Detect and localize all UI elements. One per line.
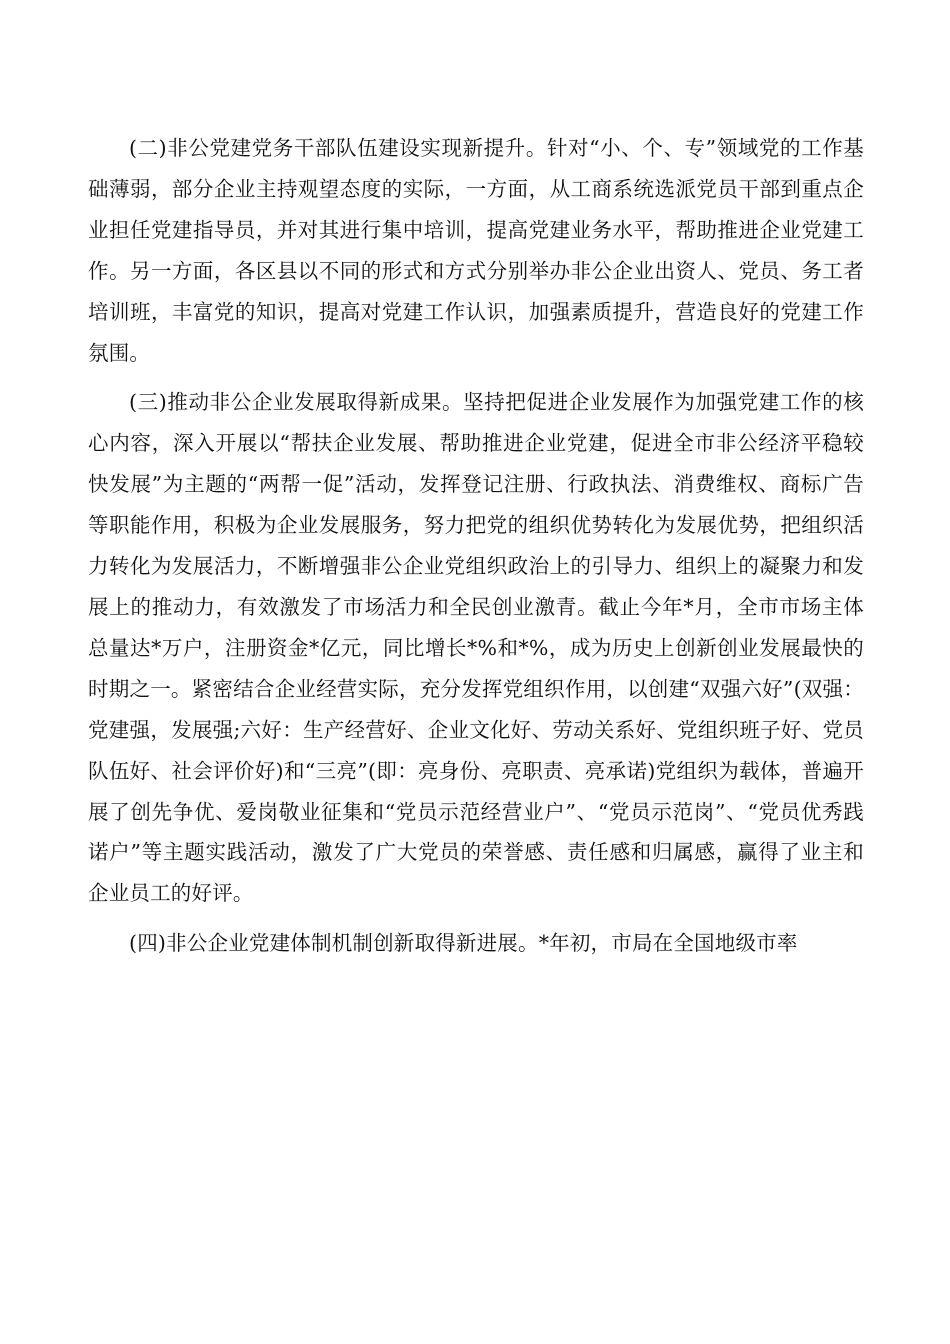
document-body (88, 128, 864, 973)
paragraph-mechanism-innovation: (四)非公企业党建体制机制创新取得新进展。*年初，市局在全国地级市率 (129, 931, 798, 956)
paragraph-enterprise-development: (三)推动非公企业发展取得新成果。坚持把促进企业发展作为加强党建工作的核心内容，深入开展以“帮扶企业发展、帮助推进企业党建，促进全市非公经济平稳较快发展”为主题的“两帮一促”活动，发挥登记注册、行政执法、消费维权、商标广告等职能作用，积极为企业发展服务，努力把党的组织优势转化为发展优势，把组织活力转化为发展活力，不断增强非公企业党组织政治上的引导力、组织上的凝聚力和发展上的推动力，有效激发了市场活力和全民创业激青。截止今年*月，全市市场主体总量达*万户，注册资金*亿元，同比增长*%和*%，成为历史上创新创业发展最快的时期之一。紧密结合企业经营实际，充分发挥党组织作用，以创建“双强六好”(双强：党建强，发展强;六好：生产经营好、企业文化好、劳动关系好、党组织班子好、党员队伍好、社会评价好)和“三亮”(即：亮身份、亮职责、亮承诺)党组织为载体，普遍开展了创先争优、爱岗敬业征集和“党员示范经营业户”、“党员示范岗”、“党员优秀践诺户”等主题实践活动，激发了广大党员的荣誉感、责任感和归属感，赢得了业主和企业员工的好评。 (88, 390, 864, 906)
paragraph-party-cadre-team: (二)非公党建党务干部队伍建设实现新提升。针对“小、个、专”领域党的工作基础薄弱，部分企业主持观望态度的实际，一方面，从工商系统选派党员干部到重点企业担任党建指导员，并对其进行集中培训，提高党建业务水平，帮助推进企业党建工作。另一方面，各区县以不同的形式和方式分别举办非公企业出资人、党员、务工者培训班，丰富党的知识，提高对党建工作认识，加强素质提升，营造良好的党建工作氛围。 (88, 136, 864, 365)
